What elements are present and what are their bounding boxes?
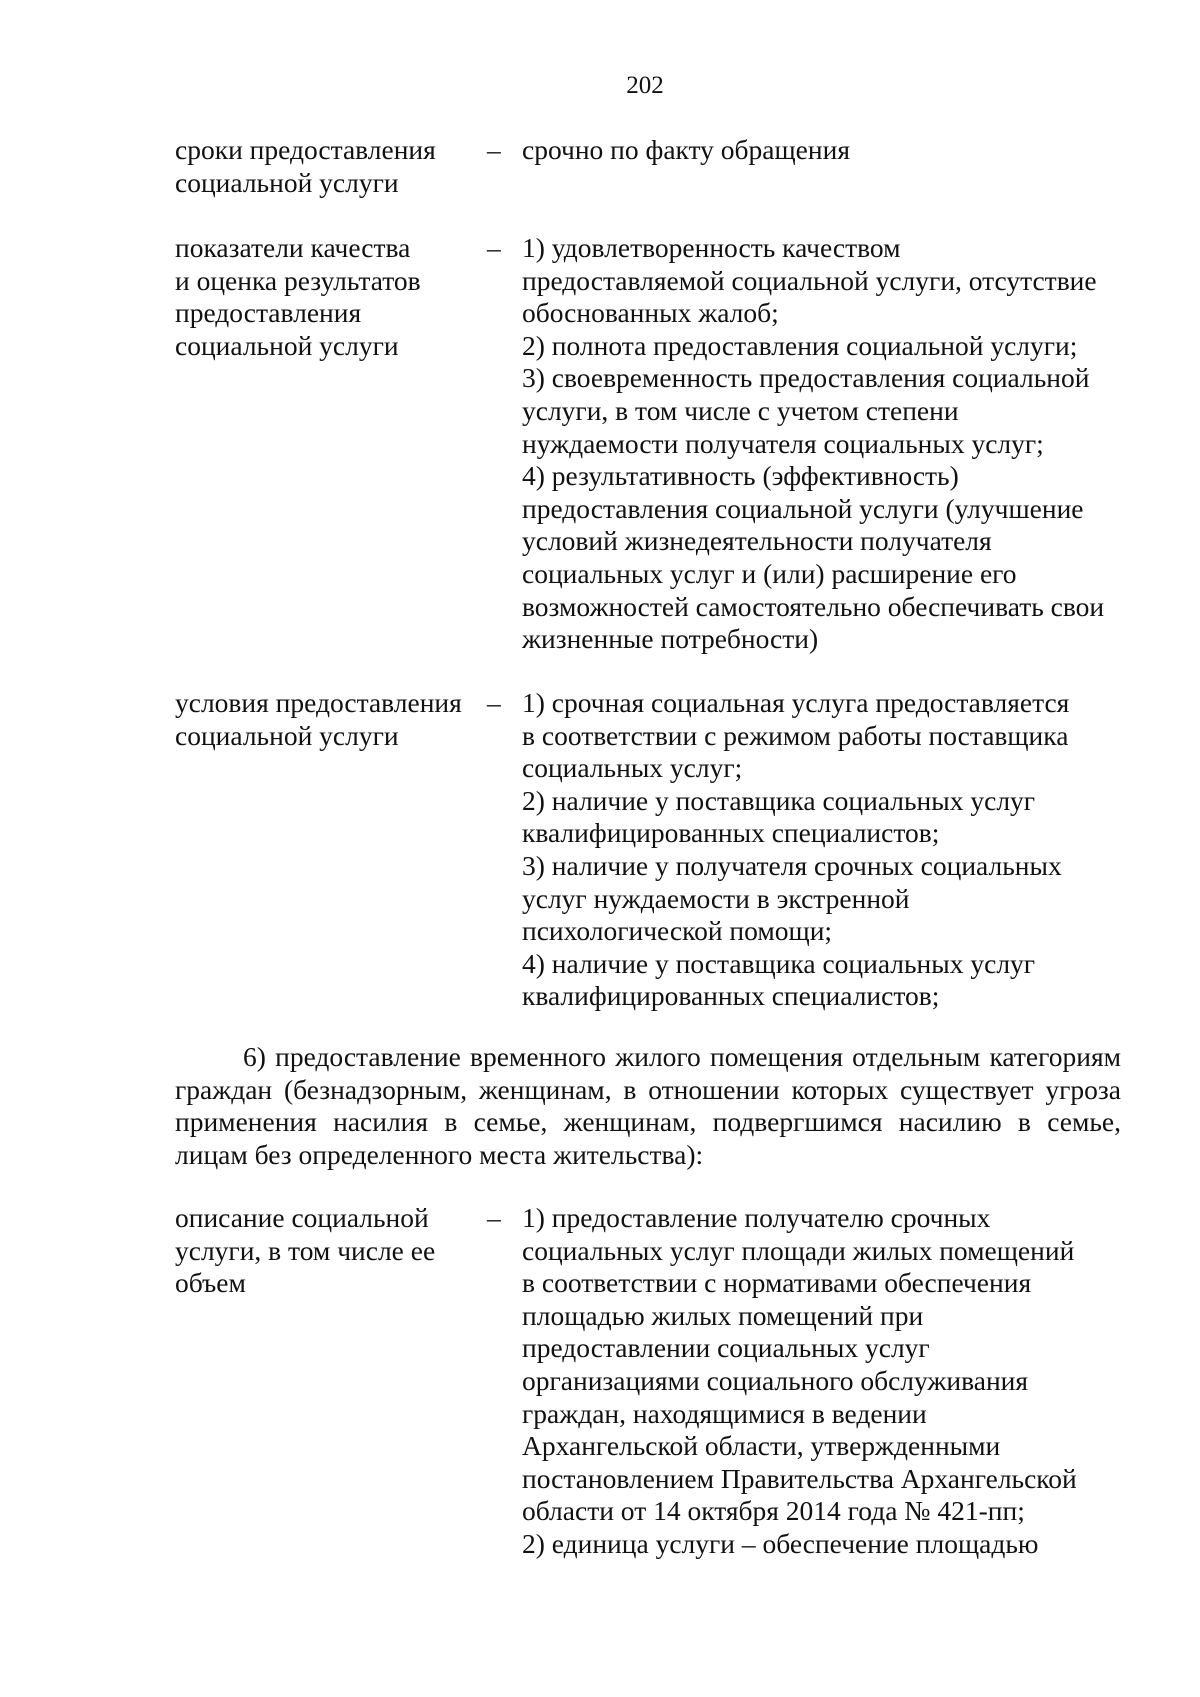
value-line: 3) своевременность предоставления социальной	[522, 362, 1090, 394]
value-line: 1) предоставление получателю срочных	[522, 1202, 991, 1233]
row-value	[522, 1202, 1147, 1561]
value-line: Архангельской области, утвержденными	[522, 1430, 1001, 1462]
value-line: 1) срочная социальная услуга предоставляется	[522, 687, 1070, 718]
value-line: предоставляемой социальной услуги, отсутствие	[522, 264, 1097, 296]
value-line: предоставления социальной услуги (улучшение	[522, 492, 1084, 524]
dash: –	[487, 232, 501, 263]
value-line: социальных услуг и (или) расширение его	[522, 557, 1017, 589]
value-line: услуги, в том числе с учетом степени	[522, 394, 959, 426]
label-line: социальной услуги	[175, 719, 399, 751]
label-line: социальной услуги	[175, 166, 399, 198]
value-line: области от 14 октября 2014 года № 421-пп;	[522, 1495, 1025, 1527]
row-label	[175, 134, 475, 199]
label-line: сроки предоставления	[175, 134, 436, 165]
label-line: условия предоставления	[175, 687, 462, 718]
paragraph-line: применения насилия в семье, женщинам, подвергшимся насилию в семье,	[175, 1106, 1121, 1138]
value-line: организациями социального обслуживания	[522, 1364, 1029, 1396]
dash: –	[487, 687, 501, 718]
label-line: показатели качества	[175, 232, 411, 263]
label-line: предоставления	[175, 297, 362, 329]
value-line: 4) результативность (эффективность)	[522, 460, 959, 492]
value-line: срочно по факту обращения	[522, 134, 850, 165]
value-line: 3) наличие у получателя срочных социальных	[522, 849, 1062, 881]
label-line: и оценка результатов	[175, 264, 421, 296]
value-line: 2) единица услуги – обеспечение площадью	[522, 1527, 1039, 1559]
paragraph-line: лицам без определенного места жительства):	[175, 1138, 704, 1170]
value-line: граждан, находящимися в ведении	[522, 1397, 927, 1429]
value-line: социальных услуг площади жилых помещений	[522, 1234, 1075, 1266]
dash: –	[487, 1202, 501, 1233]
row-value	[522, 134, 1147, 167]
paragraph-line: 6) предоставление временного жилого помещения отдельным категориям	[243, 1041, 1121, 1072]
value-line: 4) наличие у поставщика социальных услуг	[522, 947, 1036, 979]
page-number: 202	[626, 72, 664, 99]
value-line: возможностей самостоятельно обеспечивать свои	[522, 590, 1105, 622]
value-line: в соответствии с нормативами обеспечения	[522, 1267, 1032, 1299]
value-line: 2) наличие у поставщика социальных услуг	[522, 784, 1036, 816]
value-line: квалифицированных специалистов;	[522, 980, 940, 1012]
value-line: нуждаемости получателя социальных услуг;	[522, 427, 1044, 459]
section-paragraph	[175, 1041, 1121, 1171]
value-line: 1) удовлетворенность качеством	[522, 232, 901, 263]
row-value	[522, 687, 1147, 1013]
row-label	[175, 1202, 475, 1300]
dash: –	[487, 134, 501, 165]
label-line: социальной услуги	[175, 329, 399, 361]
label-line: услуги, в том числе ее	[175, 1234, 436, 1266]
value-line: социальных услуг;	[522, 752, 743, 784]
row-label	[175, 687, 475, 752]
label-line: описание социальной	[175, 1202, 429, 1233]
label-line: объем	[175, 1267, 246, 1299]
value-line: площадью жилых помещений при	[522, 1299, 924, 1331]
value-line: квалифицированных специалистов;	[522, 817, 940, 849]
value-line: 2) полнота предоставления социальной услуги;	[522, 329, 1078, 361]
value-line: условий жизнедеятельности получателя	[522, 525, 992, 557]
value-line: жизненные потребности)	[522, 623, 819, 655]
row-value	[522, 232, 1147, 656]
value-line: предоставлении социальных услуг	[522, 1332, 930, 1364]
value-line: психологической помощи;	[522, 915, 833, 947]
row-label	[175, 232, 475, 362]
value-line: услуг нуждаемости в экстренной	[522, 882, 910, 914]
value-line: обоснованных жалоб;	[522, 297, 779, 329]
value-line: в соответствии с режимом работы поставщика	[522, 719, 1069, 751]
paragraph-line: граждан (безнадзорным, женщинам, в отношении которых существует угроза	[175, 1073, 1121, 1105]
value-line: постановлением Правительства Архангельской	[522, 1462, 1077, 1494]
